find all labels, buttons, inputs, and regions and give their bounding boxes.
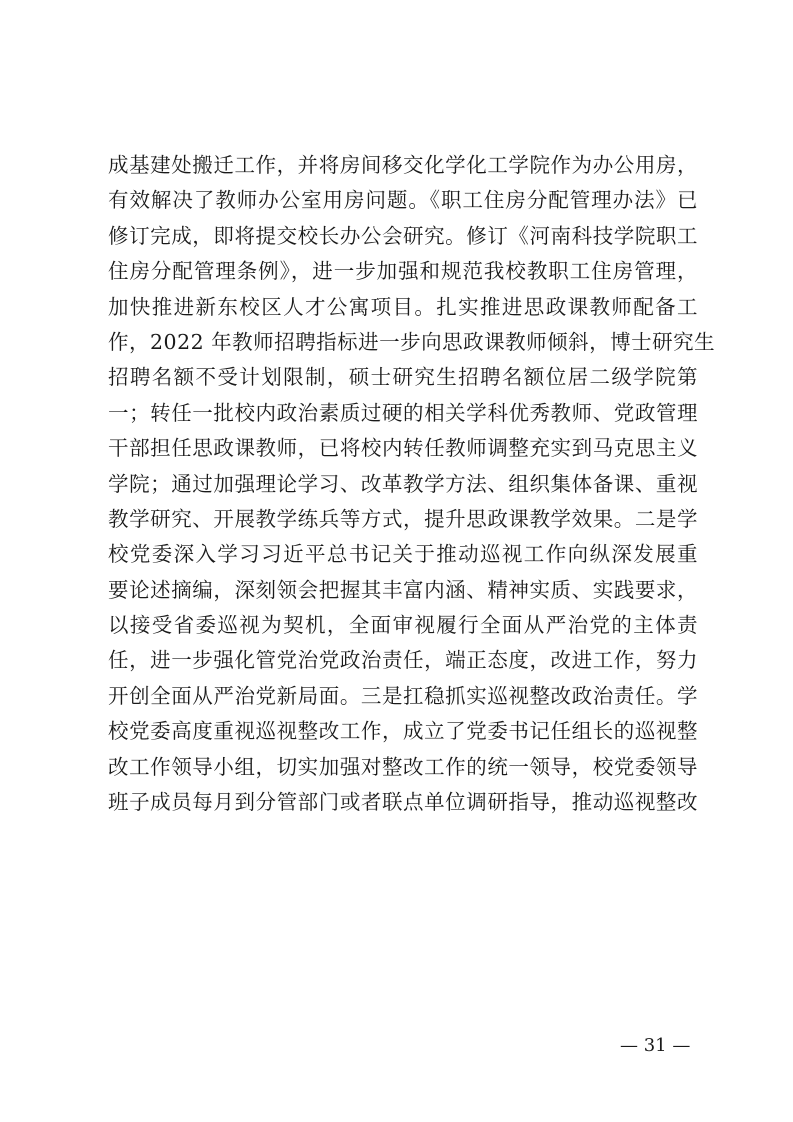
text-line: 以接受省委巡视为契机，全面审视履行全面从严治党的主体责 [108,613,698,638]
text-line: 住房分配管理条例》，进一步加强和规范我校教职工住房管理， [108,259,698,284]
text-line: 校党委深入学习习近平总书记关于推动巡视工作向纵深发展重 [108,542,698,567]
text-line: 校党委高度重视巡视整改工作，成立了党委书记任组长的巡视整 [108,719,698,744]
text-line: 改工作领导小组，切实加强对整改工作的统一领导，校党委领导 [108,754,698,779]
text-line: 开创全面从严治党新局面。三是扛稳抓实巡视整改政治责任。学 [108,683,698,708]
text-line: 要论述摘编，深刻领会把握其丰富内涵、精神实质、实践要求， [108,577,698,602]
page-number: — 31 — [620,1035,691,1056]
text-line: 作，2022 年教师招聘指标进一步向思政课教师倾斜，博士研究生 [108,329,716,354]
text-line: 教学研究、开展教学练兵等方式，提升思政课教学效果。二是学 [108,506,698,531]
text-line: 一；转任一批校内政治素质过硬的相关学科优秀教师、党政管理 [108,400,698,425]
text-line: 任，进一步强化管党治党政治责任，端正态度，改进工作，努力 [108,648,698,673]
text-line: 成基建处搬迁工作，并将房间移交化学化工学院作为办公用房， [108,153,698,177]
body-text [108,148,716,820]
text-line: 招聘名额不受计划限制，硕士研究生招聘名额位居二级学院第 [108,365,698,390]
text-line: 干部担任思政课教师，已将校内转任教师调整充实到马克思主义 [108,436,698,461]
text-line: 班子成员每月到分管部门或者联点单位调研指导，推动巡视整改 [108,790,698,815]
text-line: 有效解决了教师办公室用房问题。《职工住房分配管理办法》已 [108,188,698,213]
text-line: 修订完成，即将提交校长办公会研究。修订《河南科技学院职工 [108,223,698,248]
text-line: 学院；通过加强理论学习、改革教学方法、组织集体备课、重视 [108,471,698,496]
text-line: 加快推进新东校区人才公寓项目。扎实推进思政课教师配备工 [108,294,698,319]
